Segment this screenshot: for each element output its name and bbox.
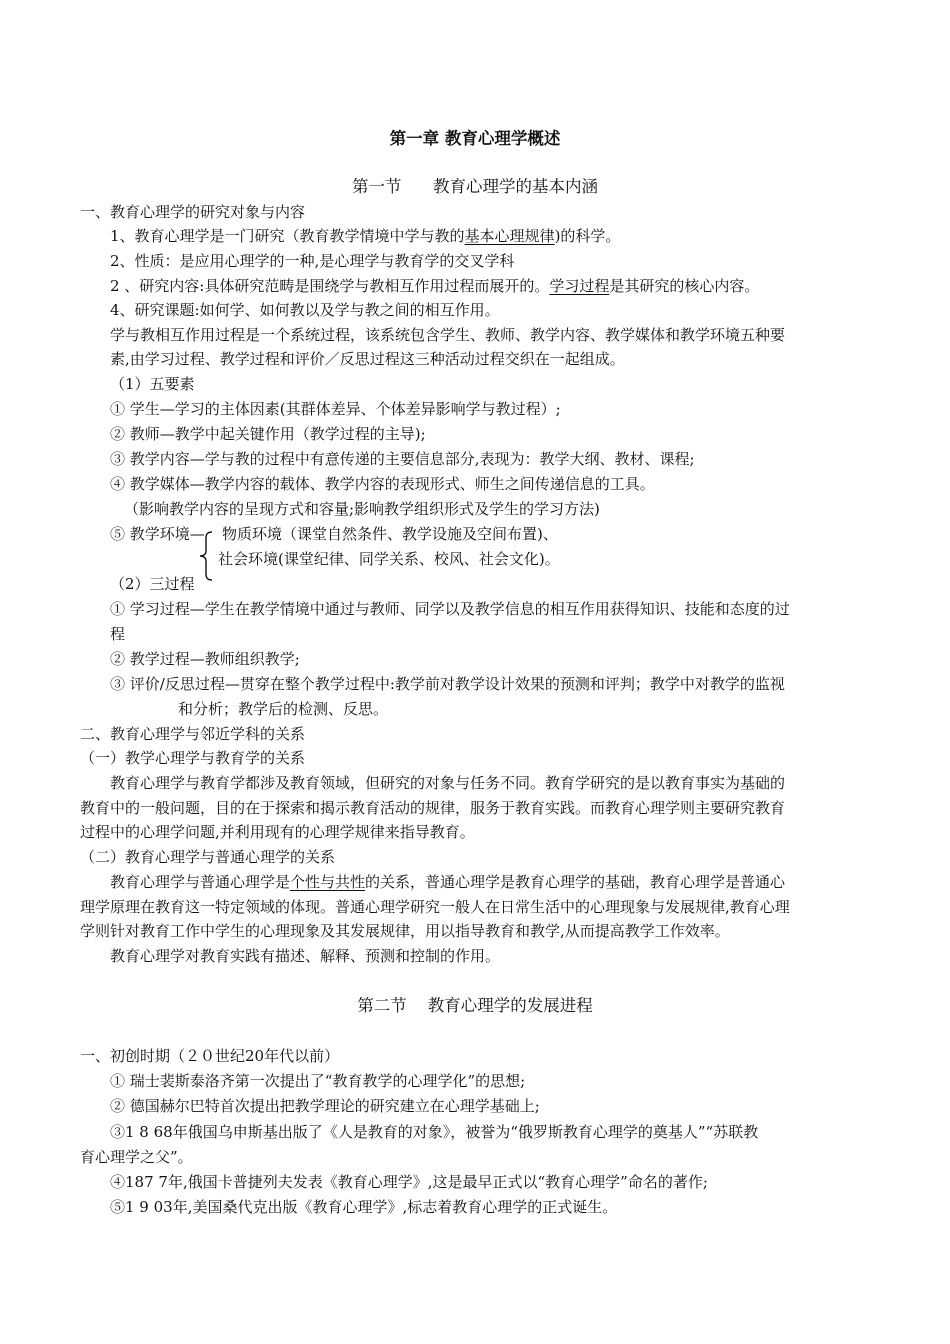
- three-processes-item: 程: [110, 625, 126, 643]
- five-elements-item: ② 教师—教学中起关键作用（教学过程的主导);: [110, 425, 426, 443]
- three-processes-item: ① 学习过程—学生在教学情境中通过与教师、同学以及教学信息的相互作用获得知识、技能和态度的过: [110, 600, 790, 618]
- content-item-2: 2、性质：是应用心理学的一种,是心理学与教育学的交叉学科: [110, 252, 515, 270]
- chapter-title: 第一章 教育心理学概述: [389, 129, 561, 148]
- content-item-1: 1、教育心理学是一门研究（教育教学情境中学与教的基本心理规律)的科学。: [110, 227, 621, 245]
- part-1-heading: 一、教育心理学的研究对象与内容: [80, 203, 306, 221]
- history-item: ④187 7年,俄国卡普捷列夫发表《教育心理学》,这是最早正式以“教育心理学”命名的著作;: [110, 1173, 708, 1191]
- environment-item: 社会环境(课堂纪律、同学关系、校风、社会文化)。: [218, 550, 560, 568]
- five-elements-note: （影响教学内容的呈现方式和容量;影响教学组织形式及学生的学习方法): [124, 500, 600, 518]
- underlined-term: 学习过程: [549, 277, 610, 295]
- paragraph-line: 学则针对教育工作中学生的心理现象及其发展规律，用以指导教育和教学,从而提高教学工作效率。: [80, 922, 730, 940]
- paragraph-line: 素,由学习过程、教学过程和评价／反思过程这三种活动过程交织在一起组成。: [110, 350, 625, 368]
- content-item-4: 4、研究课题:如何学、如何教以及学与教之间的相互作用。: [110, 301, 500, 319]
- content-item-3: 2 、研究内容:具体研究范畴是围绕学与教相互作用过程而展开的。学习过程是其研究的核心内容。: [110, 277, 760, 295]
- five-elements-item: ① 学生—学习的主体因素(其群体差异、个体差异影响学与教过程）;: [110, 400, 561, 418]
- paragraph-line: 理学原理在教育这一特定领域的体现。普通心理学研究一般人在日常生活中的心理现象与发展规律,教育心理: [80, 898, 790, 916]
- section-1-title: 第一节 教育心理学的基本内涵: [352, 177, 598, 196]
- five-elements-item: ③ 教学内容—学与教的过程中有意传递的主要信息部分,表现为：教学大纲、教材、课程;: [110, 450, 695, 468]
- underlined-term: 个性与共性: [290, 873, 366, 891]
- underlined-term: 基本心理规律: [464, 227, 555, 245]
- paragraph-line: 教育心理学与教育学都涉及教育领域，但研究的对象与任务不同。教育学研究的是以教育事实为基础的: [110, 774, 786, 792]
- history-item: ③1 8 68年俄国乌申斯基出版了《人是教育的对象》，被誉为“俄罗斯教育心理学的奠基人”“苏联教: [110, 1123, 759, 1141]
- three-processes-item: ③ 评价/反思过程—贯穿在整个教学过程中:教学前对教学设计效果的预测和评判；教学中对教学的监视: [110, 675, 785, 693]
- period-heading: 一、初创时期（２０世纪20年代以前）: [80, 1047, 340, 1065]
- history-item: ① 瑞士裴斯泰洛齐第一次提出了“教育教学的心理学化”的思想;: [110, 1072, 526, 1090]
- paragraph-line: 学与教相互作用过程是一个系统过程，该系统包含学生、教师、教学内容、教学媒体和教学环境五种要: [110, 326, 786, 344]
- paragraph-line: 教育中的一般问题，目的在于探索和揭示教育活动的规律，服务于教育实践。而教育心理学则主要研究教育: [80, 799, 786, 817]
- history-item: ⑤1 9 03年,美国桑代克出版《教育心理学》,标志着教育心理学的正式诞生。: [110, 1198, 618, 1216]
- five-elements-item: ④ 教学媒体—教学内容的载体、教学内容的表现形式、师生之间传递信息的工具。: [110, 475, 655, 493]
- sub-1-heading: （一）教学心理学与教育学的关系: [80, 749, 306, 767]
- paragraph-line: 教育心理学与普通心理学是个性与共性的关系，普通心理学是教育心理学的基础，教育心理学是普通心: [110, 873, 786, 891]
- curly-brace-icon: [198, 531, 216, 581]
- three-processes-item: ② 教学过程—教师组织教学;: [110, 650, 300, 668]
- part-2-heading: 二、教育心理学与邻近学科的关系: [80, 725, 306, 743]
- five-elements-heading: （1）五要素: [110, 375, 195, 393]
- sub-2-heading: （二）教育心理学与普通心理学的关系: [80, 848, 336, 866]
- three-processes-heading: （2）三过程: [110, 575, 195, 593]
- environment-item: 物质环境（课堂自然条件、教学设施及空间布置)、: [222, 525, 558, 543]
- environment-label: ⑤ 教学环境—: [110, 525, 205, 543]
- paragraph-line: 教育心理学对教育实践有描述、解释、预测和控制的作用。: [110, 947, 501, 965]
- three-processes-item: 和分析；教学后的检测、反思。: [178, 700, 389, 718]
- paragraph-line: 过程中的心理学问题,并利用现有的心理学规律来指导教育。: [80, 823, 475, 841]
- history-item: 育心理学之父”。: [80, 1148, 193, 1166]
- history-item: ② 德国赫尔巴特首次提出把教学理论的研究建立在心理学基础上;: [110, 1097, 540, 1115]
- section-2-title: 第二节 教育心理学的发展进程: [357, 996, 593, 1015]
